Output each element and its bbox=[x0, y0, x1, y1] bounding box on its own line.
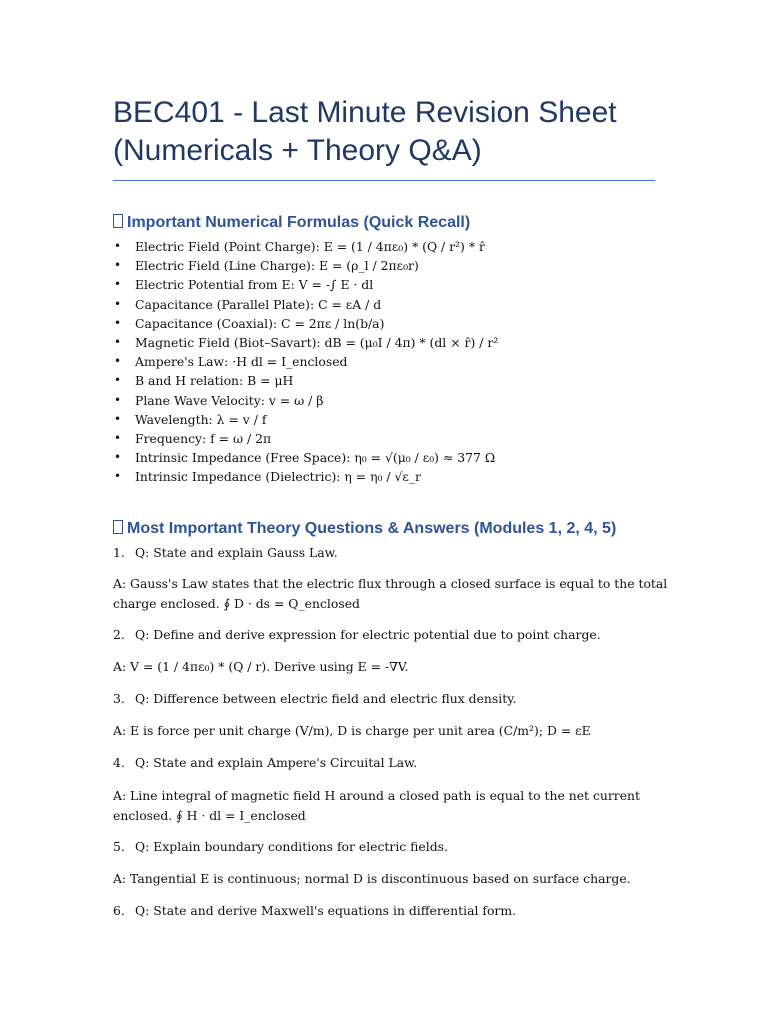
document-title: BEC401 - Last Minute Revision Sheet (Numericals + Theory Q&A) bbox=[113, 96, 617, 167]
question-4 bbox=[113, 753, 673, 773]
formula-text: Intrinsic Impedance (Dielectric): η = η₀ / √ε_r bbox=[135, 469, 421, 485]
section-heading-theory bbox=[113, 520, 616, 538]
section-heading-formulas bbox=[113, 214, 470, 232]
formula-text: B and H relation: B = μH bbox=[135, 373, 294, 389]
question-text: Q: State and derive Maxwell's equations in differential form. bbox=[135, 903, 517, 918]
bullet-icon: • bbox=[114, 411, 122, 426]
answer-2: A: V = (1 / 4πε₀) * (Q / r). Derive using E = -∇V. bbox=[113, 659, 409, 674]
list-item bbox=[113, 391, 673, 410]
question-text: Q: Define and derive expression for electric potential due to point charge. bbox=[135, 627, 601, 642]
bullet-icon: • bbox=[114, 258, 122, 273]
question-number: 4. bbox=[113, 755, 125, 770]
answer-5: A: Tangential E is continuous; normal D is discontinuous based on surface charge. bbox=[113, 871, 631, 886]
formula-text: Ampere's Law: ·H dl = I_enclosed bbox=[135, 354, 348, 370]
bullet-icon: • bbox=[114, 277, 122, 292]
list-item bbox=[113, 429, 673, 448]
formula-text: Capacitance (Parallel Plate): C = εA / d bbox=[135, 296, 382, 312]
question-number: 2. bbox=[113, 627, 125, 642]
question-number: 6. bbox=[113, 903, 125, 918]
question-number: 1. bbox=[113, 545, 125, 560]
section-heading-formulas-text: Important Numerical Formulas (Quick Recall) bbox=[127, 214, 471, 231]
bullet-icon: • bbox=[114, 239, 122, 253]
bullet-icon: • bbox=[114, 392, 122, 407]
list-item bbox=[113, 333, 673, 352]
formula-text: Intrinsic Impedance (Free Space): η₀ = √(μ₀ / ε₀) ≈ 377 Ω bbox=[135, 450, 496, 466]
question-6 bbox=[113, 901, 673, 921]
answer-3: A: E is force per unit charge (V/m), D is charge per unit area (C/m²); D = εE bbox=[113, 723, 591, 738]
list-item bbox=[113, 295, 673, 314]
missing-glyph-icon bbox=[113, 214, 123, 228]
list-item bbox=[113, 448, 673, 467]
bullet-icon: • bbox=[114, 334, 122, 349]
question-5 bbox=[113, 837, 673, 857]
section-heading-theory-text: Most Important Theory Questions & Answers (Modules 1, 2, 4, 5) bbox=[127, 520, 617, 537]
title-underline bbox=[113, 180, 655, 181]
formula-text: Electric Field (Line Charge): E = (ρ_l / 2πε₀r) bbox=[135, 258, 419, 274]
formula-text: Capacitance (Coaxial): C = 2πε / ln(b/a) bbox=[135, 315, 385, 331]
bullet-icon: • bbox=[114, 315, 122, 330]
bullet-icon: • bbox=[114, 430, 122, 445]
list-item bbox=[113, 256, 673, 275]
list-item bbox=[113, 352, 673, 371]
missing-glyph-icon bbox=[113, 520, 123, 534]
list-item bbox=[113, 371, 673, 390]
question-number: 3. bbox=[113, 691, 125, 706]
question-3 bbox=[113, 689, 673, 709]
list-item bbox=[113, 275, 673, 294]
formula-text: Wavelength: λ = v / f bbox=[135, 411, 267, 427]
formula-text: Plane Wave Velocity: v = ω / β bbox=[135, 392, 324, 408]
question-text: Q: State and explain Gauss Law. bbox=[135, 545, 338, 560]
bullet-icon: • bbox=[114, 450, 122, 465]
question-text: Q: Difference between electric field and electric flux density. bbox=[135, 691, 517, 706]
question-number: 5. bbox=[113, 839, 125, 854]
list-item bbox=[113, 314, 673, 333]
question-text: Q: Explain boundary conditions for electric fields. bbox=[135, 839, 448, 854]
list-item bbox=[113, 410, 673, 429]
answer-4: A: Line integral of magnetic field H around a closed path is equal to the net current enclosed. ∮ H · dl = I_enclosed bbox=[113, 788, 641, 823]
bullet-icon: • bbox=[114, 373, 122, 388]
question-text: Q: State and explain Ampere's Circuital Law. bbox=[135, 755, 418, 770]
question-1 bbox=[113, 543, 673, 563]
formula-text: Frequency: f = ω / 2π bbox=[135, 430, 272, 446]
list-item bbox=[113, 237, 673, 256]
formula-text: Magnetic Field (Biot–Savart): dB = (μ₀I / 4π) * (dl × r̂) / r² bbox=[135, 334, 499, 350]
formula-text: Electric Potential from E: V = -∫ E · dl bbox=[135, 277, 374, 293]
bullet-icon: • bbox=[114, 296, 122, 311]
question-2 bbox=[113, 625, 673, 645]
list-item bbox=[113, 467, 673, 486]
answer-1: A: Gauss's Law states that the electric flux through a closed surface is equal to the total charge enclosed. ∮ D · ds = Q_enclosed bbox=[113, 576, 668, 611]
bullet-icon: • bbox=[114, 354, 122, 369]
bullet-icon: • bbox=[114, 469, 122, 484]
formula-text: Electric Field (Point Charge): E = (1 / 4πε₀) * (Q / r²) * r̂ bbox=[135, 239, 485, 254]
formula-list bbox=[113, 237, 673, 486]
